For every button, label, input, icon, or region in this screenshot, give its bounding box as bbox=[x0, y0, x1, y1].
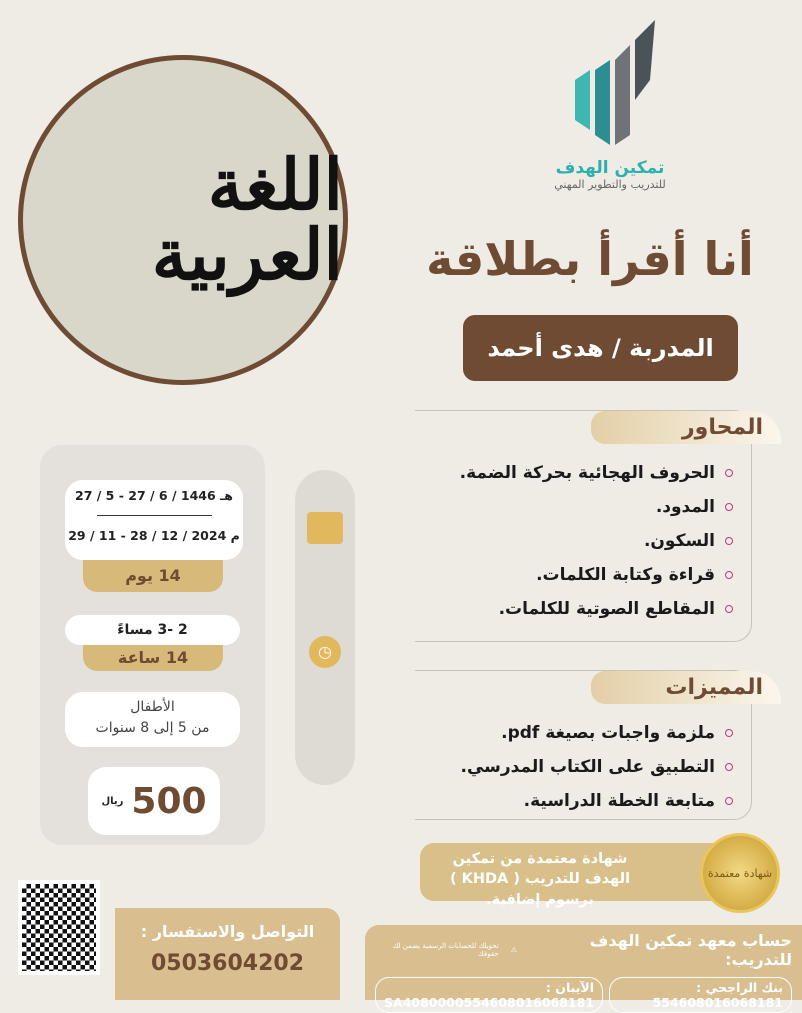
ages: من 5 إلى 8 سنوات bbox=[95, 720, 210, 736]
clock-icon: ◷ bbox=[309, 636, 341, 668]
bullet-icon bbox=[725, 537, 733, 545]
features-heading: المميزات bbox=[591, 671, 781, 704]
iban: الآيبان : SA4080000554608016068181 bbox=[375, 977, 603, 1013]
list-item bbox=[415, 497, 733, 517]
phone-number[interactable]: 0503604202 bbox=[150, 951, 305, 976]
bullet-icon bbox=[725, 729, 733, 737]
item-text: التطبيق على الكتاب المدرسي. bbox=[460, 757, 715, 777]
currency: ريال bbox=[101, 795, 124, 807]
gregorian-date: 29 / 11 - 28 / 12 / 2024 م bbox=[68, 528, 240, 543]
item-text: متابعة الخطة الدراسية. bbox=[523, 791, 715, 811]
list-item bbox=[415, 599, 733, 619]
account-number: بنك الراجحي : 554608016068181 bbox=[609, 977, 792, 1013]
bullet-icon bbox=[725, 605, 733, 613]
logo-name: تمكين الهدف bbox=[555, 158, 665, 178]
item-text: السكون. bbox=[643, 531, 715, 551]
list-item bbox=[415, 463, 733, 483]
hijri-date: 27 / 5 - 27 / 6 / 1446 هـ bbox=[75, 488, 233, 503]
item-text: الحروف الهجائية بحركة الضمة. bbox=[459, 463, 715, 483]
list-item bbox=[415, 565, 733, 585]
icon-rail bbox=[295, 470, 355, 785]
list-item bbox=[415, 791, 733, 811]
price-card bbox=[88, 767, 220, 835]
calligraphy-circle bbox=[18, 55, 348, 385]
item-text: المقاطع الصوتية للكلمات. bbox=[498, 599, 715, 619]
warning-icon: ⚠ bbox=[510, 946, 518, 954]
list-item bbox=[415, 531, 733, 551]
calendar-icon bbox=[307, 512, 343, 544]
logo-subtitle: للتدريب والتطوير المهني bbox=[554, 178, 666, 191]
qr-code[interactable] bbox=[18, 880, 100, 975]
time-card: 2 -3 مساءً bbox=[65, 615, 240, 645]
bank-info bbox=[365, 925, 802, 1010]
dates-card bbox=[65, 480, 243, 560]
certificate-medal: شهادة معتمدة bbox=[700, 833, 780, 913]
list-item bbox=[415, 757, 733, 777]
audience: الأطفال bbox=[130, 699, 175, 715]
bullet-icon bbox=[725, 763, 733, 771]
bullet-icon bbox=[725, 797, 733, 805]
certificate-box: شهادة معتمدة من تمكين الهدف للتدريب ( KHDA ) برسوم إضافية. bbox=[420, 843, 740, 901]
course-title: أنا أقرأ بطلاقة bbox=[426, 232, 754, 286]
axes-heading: المحاور bbox=[591, 411, 781, 444]
item-text: ملزمة واجبات بصيغة pdf. bbox=[501, 723, 715, 743]
logo bbox=[545, 20, 675, 210]
item-text: قراءة وكتابة الكلمات. bbox=[536, 565, 715, 585]
bullet-icon bbox=[725, 469, 733, 477]
axes-panel bbox=[415, 410, 763, 642]
days-badge: 14 يوم bbox=[83, 560, 223, 592]
features-panel bbox=[415, 670, 763, 820]
bank-note: تحويلك للحسابات الرسمية يضمن لك حقوقك bbox=[392, 942, 499, 958]
logo-mark-icon bbox=[560, 20, 660, 150]
item-text: المدود. bbox=[655, 497, 715, 517]
contact-box bbox=[115, 908, 340, 1000]
price: 500 bbox=[131, 780, 207, 822]
bank-heading: حساب معهد تمكين الهدف للتدريب: bbox=[589, 931, 792, 969]
contact-label: التواصل والاستفسار : bbox=[140, 922, 315, 941]
audience-card bbox=[65, 692, 240, 747]
calligraphy-text: اللغة العربية bbox=[151, 143, 343, 296]
trainer-badge: المدربة / هدى أحمد bbox=[463, 315, 738, 381]
list-item bbox=[415, 723, 733, 743]
hours-badge: 14 ساعة bbox=[83, 645, 223, 671]
bullet-icon bbox=[725, 571, 733, 579]
bullet-icon bbox=[725, 503, 733, 511]
